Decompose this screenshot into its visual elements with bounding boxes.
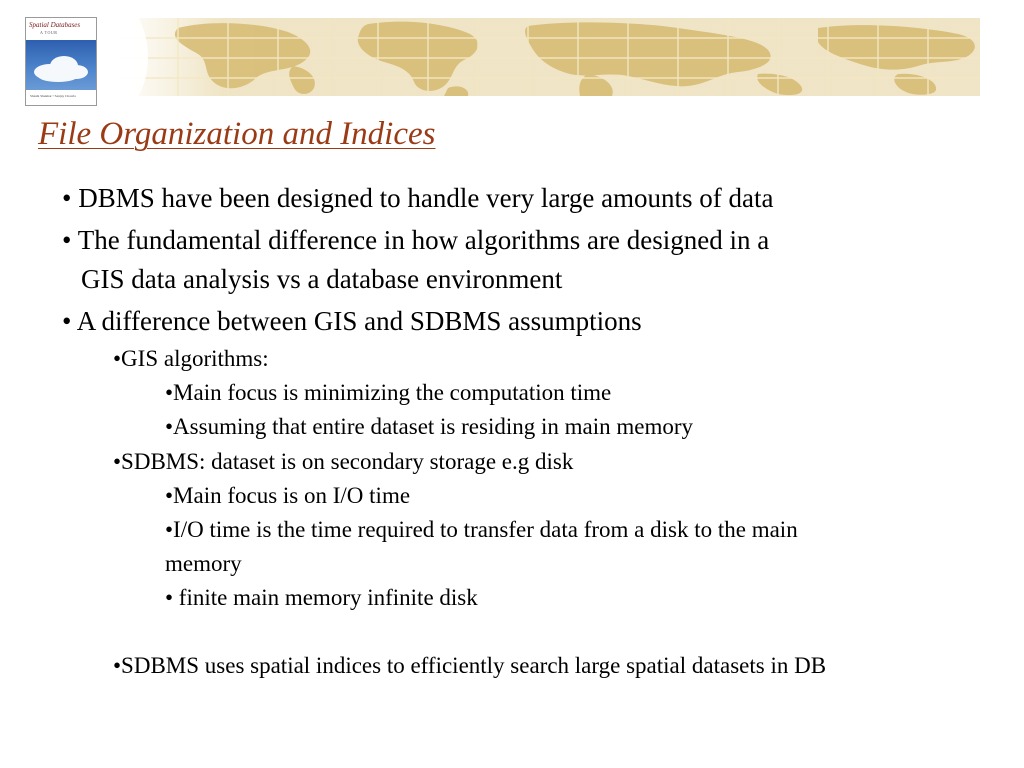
bullet-item: • DBMS have been designed to handle very large amounts of data (62, 183, 774, 213)
sub-bullet-item: •GIS algorithms: (113, 346, 269, 371)
world-map-banner (118, 18, 980, 96)
sub-sub-bullet-item: •Main focus is minimizing the computation time (165, 380, 612, 405)
sub-sub-bullet-continuation: memory (165, 551, 242, 576)
header-banner (0, 0, 1024, 110)
bullet-item: • The fundamental difference in how algorithms are designed in a (62, 225, 770, 255)
book-cover-logo (25, 17, 97, 106)
cloud-icon (26, 40, 96, 90)
sub-sub-bullet-item: •Assuming that entire dataset is residing in main memory (165, 414, 694, 439)
book-authors: Shashi Shekhar • Sanjay Chawla (30, 94, 76, 98)
sub-sub-bullet-item: •Main focus is on I/O time (165, 483, 411, 508)
sub-bullet-item: •SDBMS uses spatial indices to efficiently search large spatial datasets in DB (113, 653, 827, 678)
sub-bullet-item: •SDBMS: dataset is on secondary storage e.g disk (113, 449, 574, 474)
bullet-continuation: GIS data analysis vs a database environment (81, 264, 563, 294)
bullet-item: • A difference between GIS and SDBMS assumptions (62, 306, 642, 336)
slide-title: File Organization and Indices (38, 116, 436, 152)
book-cover-sky-image (26, 40, 96, 90)
world-map-icon (118, 18, 980, 96)
book-title: Spatial Databases (29, 21, 81, 29)
sub-sub-bullet-item: •I/O time is the time required to transfer data from a disk to the main (165, 517, 798, 542)
book-subtitle: A TOUR (40, 30, 58, 35)
sub-sub-bullet-item: • finite main memory infinite disk (165, 585, 478, 610)
